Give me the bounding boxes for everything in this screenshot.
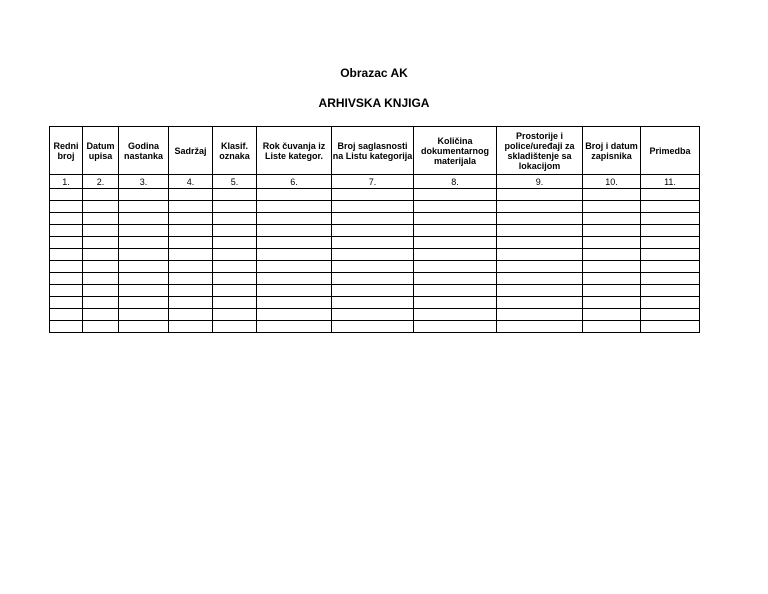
table-cell[interactable] xyxy=(414,273,497,285)
table-cell[interactable] xyxy=(497,309,583,321)
table-cell[interactable] xyxy=(583,189,641,201)
table-cell[interactable] xyxy=(641,189,700,201)
table-cell[interactable] xyxy=(50,225,83,237)
table-cell[interactable] xyxy=(414,237,497,249)
table-cell[interactable] xyxy=(583,225,641,237)
table-cell[interactable] xyxy=(257,321,332,333)
table-row xyxy=(50,225,700,237)
table-cell[interactable] xyxy=(497,261,583,273)
table-cell[interactable] xyxy=(169,189,213,201)
table-cell[interactable] xyxy=(641,201,700,213)
table-cell[interactable] xyxy=(641,237,700,249)
table-cell[interactable] xyxy=(497,321,583,333)
table-cell[interactable] xyxy=(332,249,414,261)
table-cell[interactable] xyxy=(583,273,641,285)
table-row xyxy=(50,261,700,273)
table-cell[interactable] xyxy=(83,321,119,333)
table-cell[interactable] xyxy=(213,237,257,249)
table-cell[interactable] xyxy=(497,237,583,249)
table-row xyxy=(50,189,700,201)
table-cell[interactable] xyxy=(119,225,169,237)
column-number: 3. xyxy=(119,175,169,189)
table-cell[interactable] xyxy=(119,201,169,213)
header-klasif-oznaka: Klasif. oznaka xyxy=(213,127,257,175)
table-cell[interactable] xyxy=(83,237,119,249)
table-cell[interactable] xyxy=(213,225,257,237)
column-number: 9. xyxy=(497,175,583,189)
column-number: 6. xyxy=(257,175,332,189)
column-number: 10. xyxy=(583,175,641,189)
table-cell[interactable] xyxy=(414,189,497,201)
table-cell[interactable] xyxy=(332,309,414,321)
table-cell[interactable] xyxy=(497,297,583,309)
table-cell[interactable] xyxy=(169,273,213,285)
table-cell[interactable] xyxy=(213,285,257,297)
table-row xyxy=(50,213,700,225)
table-cell[interactable] xyxy=(414,297,497,309)
table-cell[interactable] xyxy=(641,261,700,273)
table-cell[interactable] xyxy=(497,201,583,213)
table-cell[interactable] xyxy=(332,213,414,225)
table-row xyxy=(50,309,700,321)
column-number: 11. xyxy=(641,175,700,189)
table-row xyxy=(50,321,700,333)
archive-book-table xyxy=(49,126,700,333)
header-broj-datum-zapisnika: Broj i datum zapisnika xyxy=(583,127,641,175)
table-cell[interactable] xyxy=(497,273,583,285)
column-number: 2. xyxy=(83,175,119,189)
table-cell[interactable] xyxy=(83,273,119,285)
table-cell[interactable] xyxy=(50,309,83,321)
table-cell[interactable] xyxy=(257,189,332,201)
table-cell[interactable] xyxy=(213,261,257,273)
table-cell[interactable] xyxy=(213,189,257,201)
header-primedba: Primedba xyxy=(641,127,700,175)
column-number-row xyxy=(50,175,700,189)
header-broj-saglasnosti: Broj saglasnosti na Listu kategorija xyxy=(332,127,414,175)
table-cell[interactable] xyxy=(213,273,257,285)
column-number: 5. xyxy=(213,175,257,189)
table-cell[interactable] xyxy=(119,273,169,285)
table-cell[interactable] xyxy=(257,285,332,297)
table-cell[interactable] xyxy=(257,201,332,213)
table-row xyxy=(50,201,700,213)
table-cell[interactable] xyxy=(414,249,497,261)
header-kolicina: Količina dokumentarnog materijala xyxy=(414,127,497,175)
table-cell[interactable] xyxy=(332,285,414,297)
table-cell[interactable] xyxy=(257,249,332,261)
table-cell[interactable] xyxy=(257,261,332,273)
column-number: 8. xyxy=(414,175,497,189)
table-cell[interactable] xyxy=(583,261,641,273)
table-cell[interactable] xyxy=(169,249,213,261)
table-cell[interactable] xyxy=(497,249,583,261)
table-cell[interactable] xyxy=(83,297,119,309)
table-cell[interactable] xyxy=(83,213,119,225)
table-cell[interactable] xyxy=(83,189,119,201)
table-cell[interactable] xyxy=(119,321,169,333)
table-cell[interactable] xyxy=(641,297,700,309)
table-cell[interactable] xyxy=(169,309,213,321)
table-cell[interactable] xyxy=(583,309,641,321)
table-cell[interactable] xyxy=(583,249,641,261)
table-cell[interactable] xyxy=(414,261,497,273)
table-cell[interactable] xyxy=(257,309,332,321)
table-row xyxy=(50,249,700,261)
table-cell[interactable] xyxy=(641,273,700,285)
table-cell[interactable] xyxy=(641,225,700,237)
table-cell[interactable] xyxy=(119,213,169,225)
table-cell[interactable] xyxy=(213,321,257,333)
form-name: Obrazac AK xyxy=(340,66,408,80)
table-cell[interactable] xyxy=(169,237,213,249)
table-cell[interactable] xyxy=(497,225,583,237)
table-cell[interactable] xyxy=(497,189,583,201)
table-cell[interactable] xyxy=(641,321,700,333)
table-cell[interactable] xyxy=(50,249,83,261)
table-cell[interactable] xyxy=(169,285,213,297)
table-cell[interactable] xyxy=(169,201,213,213)
table-cell[interactable] xyxy=(213,201,257,213)
table-row xyxy=(50,273,700,285)
header-datum-upisa: Datum upisa xyxy=(83,127,119,175)
table-cell[interactable] xyxy=(583,237,641,249)
header-row xyxy=(50,127,700,175)
table-cell[interactable] xyxy=(83,285,119,297)
table-cell[interactable] xyxy=(213,297,257,309)
table-cell[interactable] xyxy=(50,237,83,249)
header-redni-broj: Redni broj xyxy=(50,127,83,175)
table-cell[interactable] xyxy=(169,297,213,309)
table-cell[interactable] xyxy=(119,285,169,297)
table-cell[interactable] xyxy=(332,189,414,201)
table-cell[interactable] xyxy=(119,297,169,309)
table-cell[interactable] xyxy=(332,321,414,333)
book-title: ARHIVSKA KNJIGA xyxy=(318,96,430,110)
table-cell[interactable] xyxy=(50,213,83,225)
table-cell[interactable] xyxy=(119,237,169,249)
header-sadrzaj: Sadržaj xyxy=(169,127,213,175)
header-prostorije: Prostorije i police/uređaji za skladištenje sa lokacijom xyxy=(497,127,583,175)
header-godina-nastanka: Godina nastanka xyxy=(119,127,169,175)
table-cell[interactable] xyxy=(50,321,83,333)
table-cell[interactable] xyxy=(497,213,583,225)
table-cell[interactable] xyxy=(119,261,169,273)
table-cell[interactable] xyxy=(50,273,83,285)
table-cell[interactable] xyxy=(119,309,169,321)
column-number: 1. xyxy=(50,175,83,189)
table-cell[interactable] xyxy=(332,297,414,309)
table-row xyxy=(50,297,700,309)
table-cell[interactable] xyxy=(213,213,257,225)
table-cell[interactable] xyxy=(497,285,583,297)
table-cell[interactable] xyxy=(583,297,641,309)
table-cell[interactable] xyxy=(83,261,119,273)
table-cell[interactable] xyxy=(83,225,119,237)
table-cell[interactable] xyxy=(583,213,641,225)
table-cell[interactable] xyxy=(414,225,497,237)
table-cell[interactable] xyxy=(332,201,414,213)
column-number: 7. xyxy=(332,175,414,189)
table-cell[interactable] xyxy=(213,309,257,321)
table-cell[interactable] xyxy=(332,261,414,273)
table-cell[interactable] xyxy=(641,309,700,321)
table-cell[interactable] xyxy=(83,249,119,261)
table-cell[interactable] xyxy=(257,297,332,309)
table-cell[interactable] xyxy=(583,321,641,333)
table-cell[interactable] xyxy=(641,285,700,297)
table-cell[interactable] xyxy=(83,201,119,213)
table-cell[interactable] xyxy=(332,237,414,249)
table-cell[interactable] xyxy=(169,213,213,225)
table-cell[interactable] xyxy=(583,201,641,213)
table-cell[interactable] xyxy=(169,321,213,333)
table-cell[interactable] xyxy=(257,237,332,249)
table-cell[interactable] xyxy=(257,213,332,225)
table-cell[interactable] xyxy=(50,201,83,213)
table-cell[interactable] xyxy=(50,297,83,309)
table-row xyxy=(50,285,700,297)
column-number: 4. xyxy=(169,175,213,189)
table-cell[interactable] xyxy=(50,285,83,297)
table-cell[interactable] xyxy=(414,213,497,225)
table-cell[interactable] xyxy=(50,189,83,201)
table-cell[interactable] xyxy=(119,249,169,261)
table-cell[interactable] xyxy=(641,249,700,261)
table-cell[interactable] xyxy=(414,321,497,333)
table-cell[interactable] xyxy=(169,261,213,273)
table-cell[interactable] xyxy=(169,225,213,237)
table-cell[interactable] xyxy=(414,285,497,297)
table-cell[interactable] xyxy=(641,213,700,225)
table-cell[interactable] xyxy=(119,189,169,201)
table-cell[interactable] xyxy=(332,273,414,285)
table-cell[interactable] xyxy=(50,261,83,273)
table-cell[interactable] xyxy=(257,273,332,285)
table-row xyxy=(50,237,700,249)
header-rok-cuvanja: Rok čuvanja iz Liste kategor. xyxy=(257,127,332,175)
table-cell[interactable] xyxy=(414,201,497,213)
table-cell[interactable] xyxy=(332,225,414,237)
table-cell[interactable] xyxy=(213,249,257,261)
table-cell[interactable] xyxy=(257,225,332,237)
table-cell[interactable] xyxy=(583,285,641,297)
table-cell[interactable] xyxy=(83,309,119,321)
table-cell[interactable] xyxy=(414,309,497,321)
